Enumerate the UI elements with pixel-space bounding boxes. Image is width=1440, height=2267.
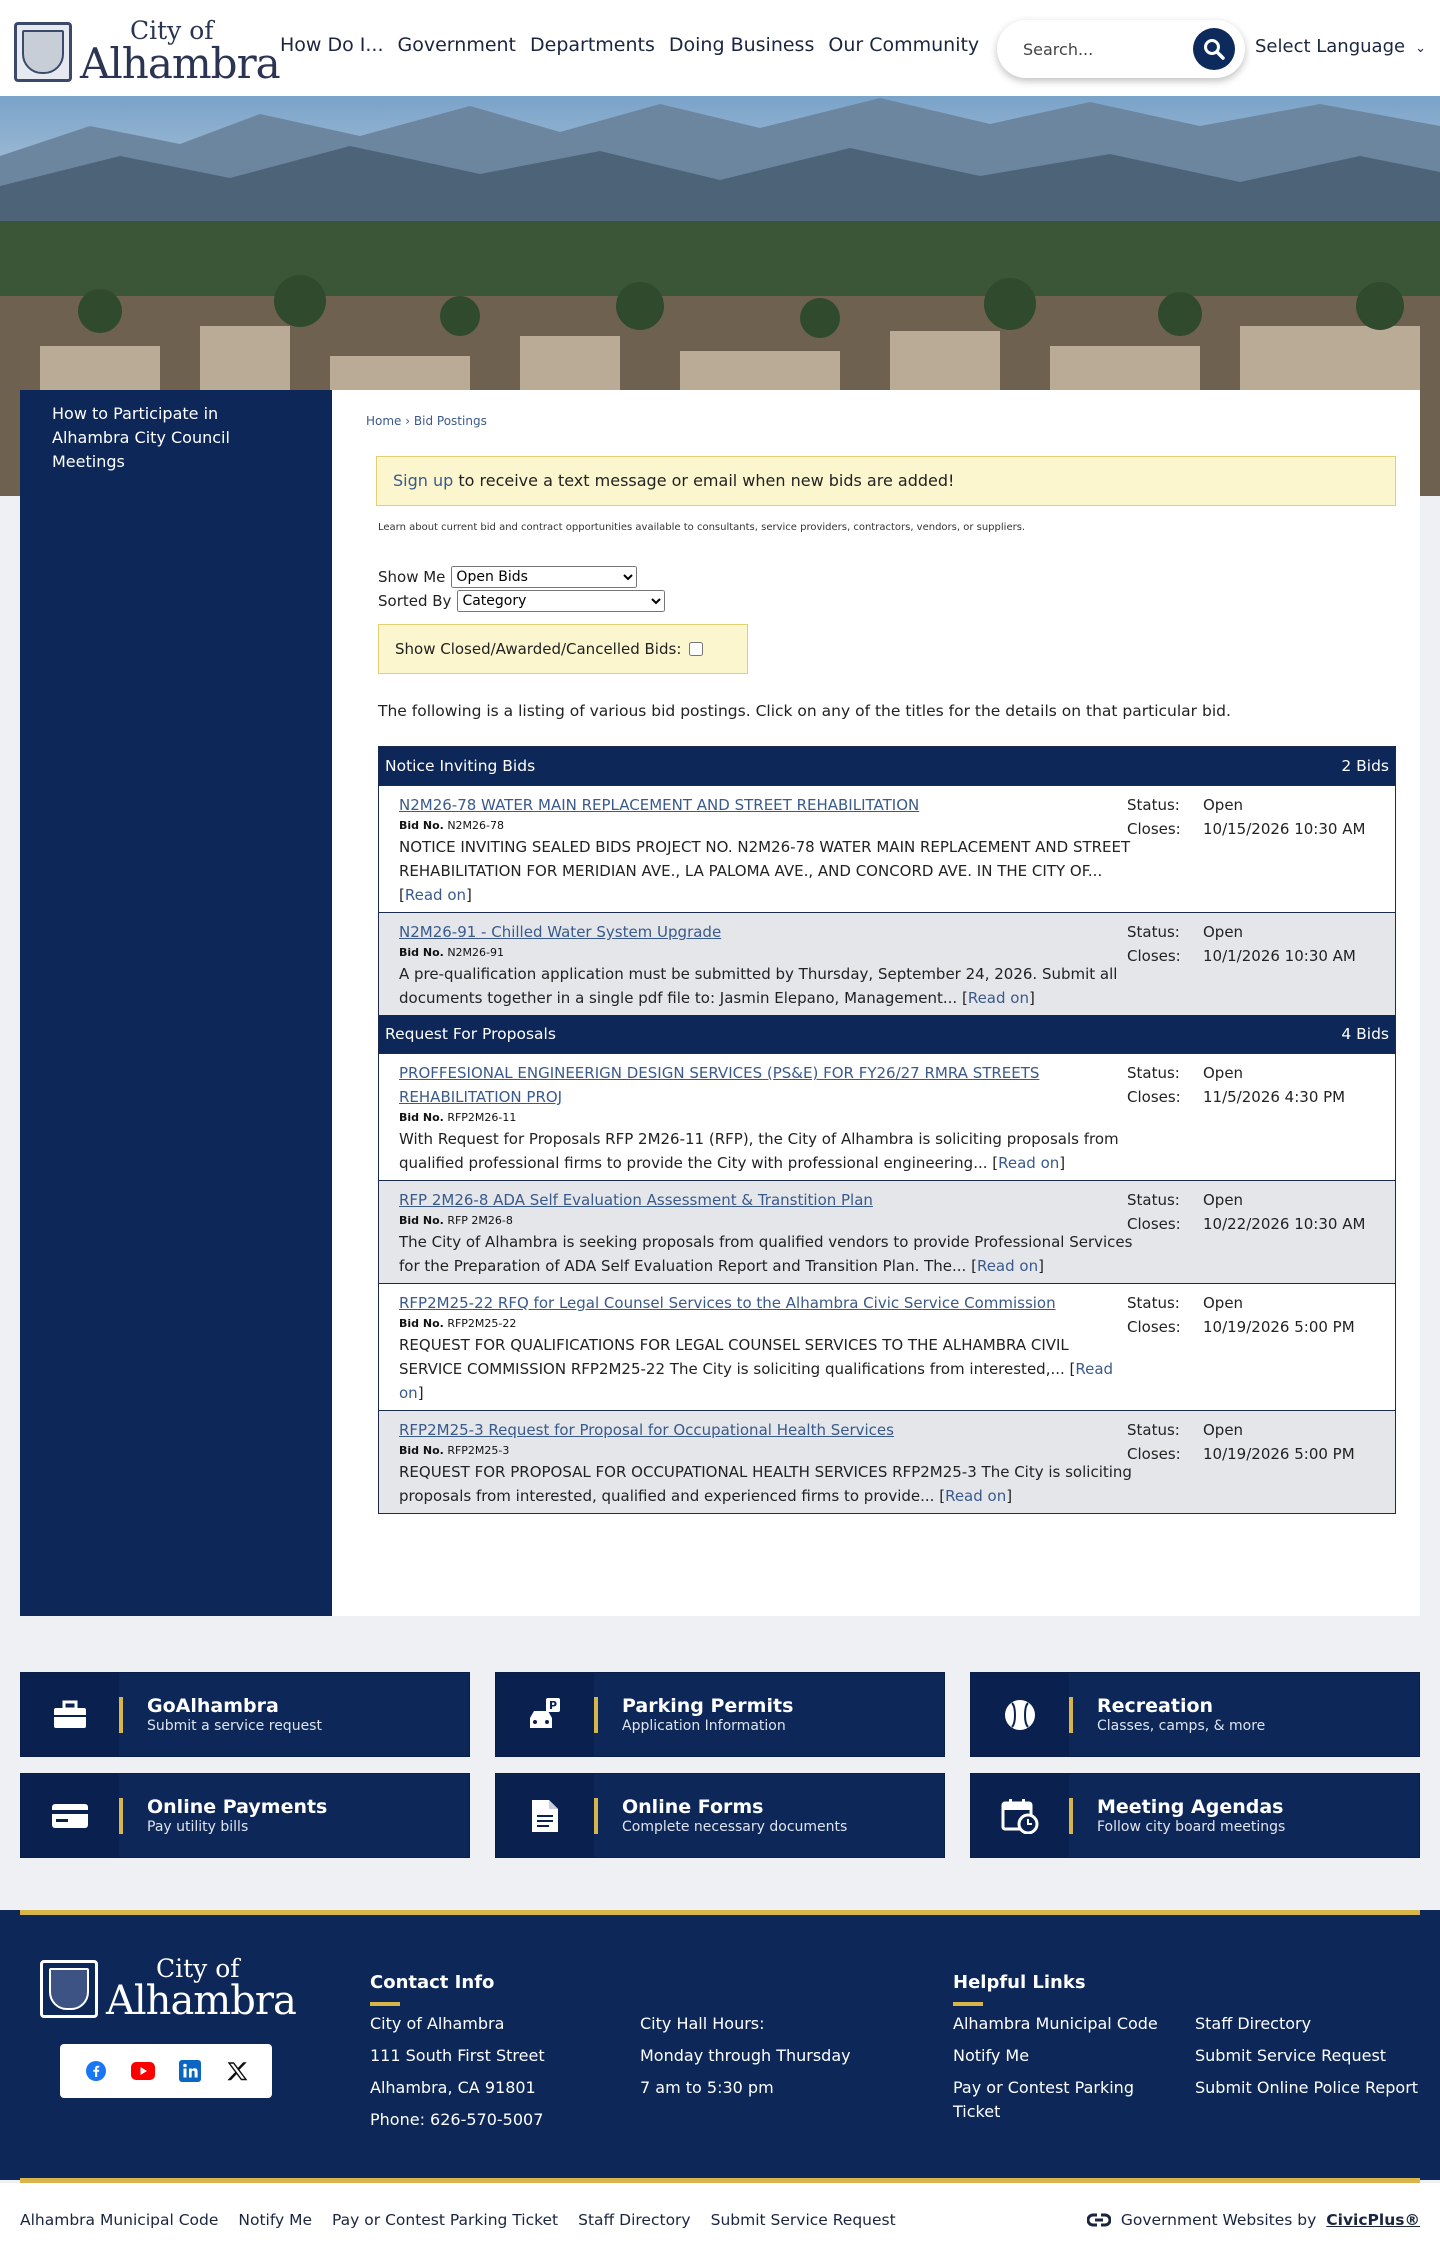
closed-bids-filter bbox=[378, 624, 748, 674]
hours-line: 7 am to 5:30 pm bbox=[640, 2078, 774, 2097]
bid-no-value: RFP2M26-11 bbox=[447, 1111, 517, 1124]
civicplus-credit[interactable] bbox=[1087, 2211, 1420, 2229]
bid-no-value: RFP2M25-22 bbox=[447, 1317, 517, 1330]
bid-title-link[interactable]: N2M26-91 - Chilled Water System Upgrade bbox=[399, 923, 722, 941]
closes-value: 10/1/2026 10:30 AM bbox=[1203, 947, 1356, 965]
closes-value: 10/19/2026 5:00 PM bbox=[1203, 1318, 1355, 1336]
civicplus-icon bbox=[1087, 2213, 1111, 2227]
status-label: Status: bbox=[1127, 796, 1180, 814]
intro-text: Learn about current bid and contract opportunities available to consultants, service providers, contractors, vendors, or suppliers. bbox=[378, 522, 1026, 533]
bid-desc-text: REQUEST FOR QUALIFICATIONS FOR LEGAL COUNSEL SERVICES TO THE ALHAMBRA CIVIL SERVICE COMMISSION RFP2M25-22 The City is soliciting qualifications from interested,... bbox=[399, 1336, 1069, 1378]
signup-notice bbox=[376, 456, 1396, 506]
bottom-links bbox=[20, 2211, 896, 2229]
city-logo[interactable] bbox=[14, 16, 280, 88]
main-nav bbox=[280, 34, 979, 56]
bottom-link-municipal-code[interactable]: Alhambra Municipal Code bbox=[20, 2211, 219, 2229]
language-select[interactable] bbox=[1255, 36, 1426, 57]
bid-number bbox=[399, 1442, 1135, 1460]
status-value: Open bbox=[1203, 1064, 1244, 1082]
tile-subtitle: Pay utility bills bbox=[147, 1818, 249, 1835]
bid-number bbox=[399, 1109, 1135, 1127]
tile-accent-bar bbox=[119, 1798, 123, 1834]
status-value: Open bbox=[1203, 1191, 1244, 1209]
bid-description: REQUEST FOR PROPOSAL FOR OCCUPATIONAL HEALTH SERVICES RFP2M25-3 The City is soliciting proposals from interested, qualified and experienced firms to provide... [Read on] bbox=[399, 1463, 1132, 1505]
tile-title: Online Forms bbox=[622, 1795, 764, 1818]
tile-title: GoAlhambra bbox=[147, 1694, 279, 1717]
category-name: Request For Proposals bbox=[385, 1025, 556, 1043]
tile-goalhambra[interactable] bbox=[20, 1672, 470, 1757]
bid-no-value: N2M26-78 bbox=[447, 819, 504, 832]
bid-row bbox=[379, 1180, 1395, 1283]
bid-status-block bbox=[1127, 793, 1387, 841]
bid-title-link[interactable]: N2M26-78 WATER MAIN REPLACEMENT AND STREET REHABILITATION bbox=[399, 796, 920, 814]
bid-row bbox=[379, 1283, 1395, 1410]
closes-value: 11/5/2026 4:30 PM bbox=[1203, 1088, 1346, 1106]
bid-number bbox=[399, 1315, 1135, 1333]
bid-description: A pre-qualification application must be submitted by Thursday, September 24, 2026. Submit all documents together in a single pdf file to: Jasmin Elepano, Management... [Read on] bbox=[399, 965, 1118, 1007]
category-count: 2 Bids bbox=[1341, 757, 1389, 775]
bid-row bbox=[379, 785, 1395, 912]
tile-accent-bar bbox=[1069, 1798, 1073, 1834]
linkedin-icon[interactable] bbox=[177, 2058, 203, 2084]
bid-row bbox=[379, 1410, 1395, 1513]
tile-subtitle: Application Information bbox=[622, 1717, 786, 1734]
category-header bbox=[379, 747, 1395, 785]
show-me-label: Show Me bbox=[378, 568, 446, 586]
tile-accent-bar bbox=[594, 1697, 598, 1733]
site-header bbox=[0, 0, 1440, 96]
bottom-link-parking-ticket[interactable]: Pay or Contest Parking Ticket bbox=[332, 2211, 559, 2229]
contact-underline bbox=[370, 2002, 400, 2006]
contact-info bbox=[370, 2008, 545, 2136]
contact-phone[interactable]: Phone: 626-570-5007 bbox=[370, 2110, 544, 2129]
bid-title-link[interactable]: RFP2M25-22 RFQ for Legal Counsel Services to the Alhambra Civic Service Commission bbox=[399, 1294, 1056, 1312]
nav-our-community[interactable]: Our Community bbox=[828, 34, 980, 56]
breadcrumb-separator: › bbox=[405, 414, 411, 428]
closed-bids-checkbox[interactable] bbox=[689, 642, 703, 656]
category-count: 4 Bids bbox=[1341, 1025, 1389, 1043]
footer-logo-top: City of bbox=[156, 1954, 240, 1983]
bid-desc-text: REQUEST FOR PROPOSAL FOR OCCUPATIONAL HEALTH SERVICES RFP2M25-3 The City is soliciting proposals from interested, qualified and experienced firms to provide... bbox=[399, 1463, 1132, 1505]
footer-seal-icon bbox=[40, 1960, 98, 2018]
contact-line: 111 South First Street bbox=[370, 2046, 545, 2065]
bid-row bbox=[379, 912, 1395, 1015]
credit-prefix: Government Websites by bbox=[1120, 2211, 1317, 2229]
bid-title-link[interactable]: RFP 2M26-8 ADA Self Evaluation Assessment & Transtition Plan bbox=[399, 1191, 873, 1209]
helpful-col-2 bbox=[1195, 2008, 1418, 2104]
credit-brand[interactable]: CivicPlus® bbox=[1326, 2211, 1420, 2229]
bid-no-label: Bid No. bbox=[399, 1214, 444, 1227]
footer-link-municipal-code[interactable]: Alhambra Municipal Code bbox=[953, 2014, 1158, 2033]
tile-meeting-agendas[interactable] bbox=[970, 1773, 1420, 1858]
status-value: Open bbox=[1203, 796, 1244, 814]
read-on-link[interactable]: Read on bbox=[399, 1360, 1114, 1402]
bid-description: The City of Alhambra is seeking proposals from qualified vendors to provide Professional Services for the Preparation of ADA Self Evaluation Report and Transition Plan. The... [Read on] bbox=[399, 1233, 1133, 1275]
chevron-down-icon: ⌄ bbox=[1415, 41, 1426, 56]
bid-no-value: RFP2M25-3 bbox=[447, 1444, 510, 1457]
status-value: Open bbox=[1203, 923, 1244, 941]
tile-recreation[interactable] bbox=[970, 1672, 1420, 1757]
status-value: Open bbox=[1203, 1294, 1244, 1312]
bottom-bar bbox=[0, 2183, 1440, 2267]
youtube-icon[interactable] bbox=[130, 2058, 156, 2084]
footer-logo-main: Alhambra bbox=[106, 1978, 296, 2024]
show-me-row bbox=[378, 566, 637, 588]
signup-text: to receive a text message or email when new bids are added! bbox=[458, 471, 955, 490]
bid-no-label: Bid No. bbox=[399, 819, 444, 832]
status-label: Status: bbox=[1127, 923, 1180, 941]
main-content bbox=[332, 390, 1420, 1616]
contact-line: City of Alhambra bbox=[370, 2014, 505, 2033]
read-on-link[interactable]: Read on bbox=[404, 886, 467, 904]
bid-desc-text: NOTICE INVITING SEALED BIDS PROJECT NO. N2M26-78 WATER MAIN REPLACEMENT AND STREET REHABILITATION FOR MERIDIAN AVE., LA PALOMA AVE., AND CONCORD AVE. IN THE CITY OF... bbox=[399, 838, 1131, 880]
nav-how-do-i[interactable]: How Do I... bbox=[280, 34, 384, 56]
nav-government[interactable]: Government bbox=[397, 34, 517, 56]
bid-title-link[interactable]: RFP2M25-3 Request for Proposal for Occupational Health Services bbox=[399, 1421, 894, 1439]
bid-description: NOTICE INVITING SEALED BIDS PROJECT NO. N2M26-78 WATER MAIN REPLACEMENT AND STREET REHABILITATION FOR MERIDIAN AVE., LA PALOMA AVE., AND CONCORD AVE. IN THE CITY OF... [Read on] bbox=[399, 838, 1131, 904]
status-label: Status: bbox=[1127, 1191, 1180, 1209]
breadcrumb bbox=[366, 414, 487, 428]
closes-value: 10/15/2026 10:30 AM bbox=[1203, 820, 1366, 838]
status-value: Open bbox=[1203, 1421, 1244, 1439]
x-icon[interactable] bbox=[224, 2058, 250, 2084]
read-on-link[interactable]: Read on bbox=[976, 1257, 1039, 1275]
status-label: Status: bbox=[1127, 1294, 1180, 1312]
contact-heading: Contact Info bbox=[370, 1972, 495, 1993]
credit-card-icon bbox=[21, 1774, 119, 1857]
bid-number bbox=[399, 1212, 1135, 1230]
footer-logo[interactable] bbox=[40, 1954, 296, 2024]
bid-description: With Request for Proposals RFP 2M26-11 (RFP), the City of Alhambra is soliciting proposals from qualified professional firms to provide the City with professional engineering... [Read on] bbox=[399, 1130, 1119, 1172]
baseball-icon bbox=[971, 1673, 1069, 1756]
bottom-link-staff-directory[interactable]: Staff Directory bbox=[578, 2211, 691, 2229]
bid-no-label: Bid No. bbox=[399, 1111, 444, 1124]
closes-value: 10/19/2026 5:00 PM bbox=[1203, 1445, 1355, 1463]
svg-text:P: P bbox=[548, 1698, 558, 1712]
logo-top-text: City of bbox=[130, 16, 214, 45]
tile-subtitle: Follow city board meetings bbox=[1097, 1818, 1286, 1835]
signup-link[interactable]: Sign up bbox=[393, 471, 454, 490]
social-links bbox=[60, 2044, 272, 2098]
hours-line: Monday through Thursday bbox=[640, 2046, 851, 2065]
logo-main-text: Alhambra bbox=[80, 39, 280, 88]
nav-doing-business[interactable]: Doing Business bbox=[668, 34, 815, 56]
footer-divider bbox=[20, 1910, 1420, 1915]
tile-accent-bar bbox=[1069, 1697, 1073, 1733]
bottom-link-notify-me[interactable]: Notify Me bbox=[238, 2211, 313, 2229]
bid-status-block bbox=[1127, 1291, 1387, 1339]
footer-link-parking-ticket[interactable]: Pay or Contest Parking Ticket bbox=[953, 2078, 1134, 2121]
bid-status-block bbox=[1127, 1061, 1387, 1109]
tile-title: Parking Permits bbox=[622, 1694, 794, 1717]
toolbox-icon bbox=[21, 1673, 119, 1756]
facebook-icon[interactable] bbox=[83, 2058, 109, 2084]
tile-accent-bar bbox=[119, 1697, 123, 1733]
footer-link-police-report[interactable]: Submit Online Police Report bbox=[1195, 2078, 1419, 2097]
tile-parking-permits[interactable] bbox=[495, 1672, 945, 1757]
city-seal-icon bbox=[14, 22, 72, 82]
bid-status-block bbox=[1127, 1188, 1387, 1236]
bid-row bbox=[379, 1053, 1395, 1180]
tile-online-forms[interactable] bbox=[495, 1773, 945, 1858]
read-on-link[interactable]: Read on bbox=[998, 1154, 1060, 1172]
bid-title-link[interactable]: PROFFESIONAL ENGINEERIGN DESIGN SERVICES (PS&E) FOR FY26/27 RMRA STREETS REHABILITATION PROJ bbox=[399, 1064, 1040, 1106]
sorted-by-row bbox=[378, 590, 665, 612]
calendar-clock-icon bbox=[971, 1774, 1069, 1857]
tile-subtitle: Submit a service request bbox=[147, 1717, 322, 1734]
bid-no-value: N2M26-91 bbox=[447, 946, 504, 959]
search-box bbox=[997, 20, 1245, 78]
bid-number bbox=[399, 817, 1135, 835]
tile-title: Online Payments bbox=[147, 1795, 328, 1818]
sidebar-item-council-meetings[interactable]: How to Participate in Alhambra City Council Meetings bbox=[52, 404, 230, 471]
closes-label: Closes: bbox=[1127, 1215, 1181, 1233]
footer-link-staff-directory[interactable]: Staff Directory bbox=[1195, 2014, 1312, 2033]
sorted-by-select[interactable] bbox=[457, 590, 665, 612]
closes-label: Closes: bbox=[1127, 1318, 1181, 1336]
bid-desc-text: The City of Alhambra is seeking proposals from qualified vendors to provide Professional Services for the Preparation of ADA Self Evaluation Report and Transition Plan. The... bbox=[399, 1233, 1133, 1275]
bid-desc-text: With Request for Proposals RFP 2M26-11 (RFP), the City of Alhambra is soliciting proposals from qualified professional firms to provide the City with professional engineering... bbox=[399, 1130, 1119, 1172]
status-label: Status: bbox=[1127, 1421, 1180, 1439]
tile-title: Meeting Agendas bbox=[1097, 1795, 1284, 1818]
hours-info bbox=[640, 2008, 851, 2104]
breadcrumb-home[interactable]: Home bbox=[366, 414, 402, 428]
search-icon bbox=[1203, 38, 1225, 60]
sidebar bbox=[20, 390, 332, 1616]
status-label: Status: bbox=[1127, 1064, 1180, 1082]
breadcrumb-current[interactable]: Bid Postings bbox=[413, 414, 487, 428]
closes-label: Closes: bbox=[1127, 1088, 1181, 1106]
footer-link-service-request[interactable]: Submit Service Request bbox=[1195, 2046, 1387, 2065]
bid-no-value: RFP 2M26-8 bbox=[447, 1214, 513, 1227]
read-on-link[interactable]: Read on bbox=[967, 989, 1029, 1007]
bid-description: REQUEST FOR QUALIFICATIONS FOR LEGAL COUNSEL SERVICES TO THE ALHAMBRA CIVIL SERVICE COMMISSION RFP2M25-22 The City is soliciting qualifications from interested,... [Read on] bbox=[399, 1336, 1114, 1402]
nav-departments[interactable]: Departments bbox=[530, 34, 655, 56]
tile-subtitle: Classes, camps, & more bbox=[1097, 1717, 1266, 1734]
bid-desc-text: A pre-qualification application must be submitted by Thursday, September 24, 2026. Submit all documents together in a single pdf file to: Jasmin Elepano, Management... bbox=[399, 965, 1118, 1007]
search-input[interactable] bbox=[1023, 40, 1183, 59]
tile-accent-bar bbox=[594, 1798, 598, 1834]
category-name: Notice Inviting Bids bbox=[385, 757, 536, 775]
category-header bbox=[379, 1015, 1395, 1053]
read-on-link[interactable]: Read on bbox=[945, 1487, 1007, 1505]
closes-label: Closes: bbox=[1127, 1445, 1181, 1463]
footer-link-notify-me[interactable]: Notify Me bbox=[953, 2046, 1030, 2065]
bids-table bbox=[378, 746, 1396, 1514]
bid-status-block bbox=[1127, 920, 1387, 968]
listing-text: The following is a listing of various bid postings. Click on any of the titles for the details on that particular bid. bbox=[378, 702, 1231, 720]
hours-line: City Hall Hours: bbox=[640, 2014, 765, 2033]
helpful-heading: Helpful Links bbox=[953, 1972, 1086, 1993]
sorted-by-label: Sorted By bbox=[378, 592, 452, 610]
tile-online-payments[interactable] bbox=[20, 1773, 470, 1858]
show-me-select[interactable] bbox=[451, 566, 637, 588]
closes-label: Closes: bbox=[1127, 820, 1181, 838]
bid-no-label: Bid No. bbox=[399, 1317, 444, 1330]
search-button[interactable] bbox=[1193, 28, 1235, 70]
tile-subtitle: Complete necessary documents bbox=[622, 1818, 848, 1835]
car-parking-icon bbox=[496, 1673, 594, 1756]
closed-bids-label: Show Closed/Awarded/Cancelled Bids: bbox=[395, 640, 682, 658]
tile-title: Recreation bbox=[1097, 1694, 1214, 1717]
language-label: Select Language bbox=[1255, 36, 1406, 57]
bottom-link-service-request[interactable]: Submit Service Request bbox=[710, 2211, 896, 2229]
closes-label: Closes: bbox=[1127, 947, 1181, 965]
document-icon bbox=[496, 1774, 594, 1857]
site-footer bbox=[0, 1910, 1440, 2180]
helpful-underline bbox=[953, 2002, 983, 2006]
closes-value: 10/22/2026 10:30 AM bbox=[1203, 1215, 1366, 1233]
bid-number bbox=[399, 944, 1135, 962]
bid-status-block bbox=[1127, 1418, 1387, 1466]
bid-no-label: Bid No. bbox=[399, 946, 444, 959]
contact-line: Alhambra, CA 91801 bbox=[370, 2078, 536, 2097]
helpful-col-1 bbox=[953, 2008, 1163, 2124]
bid-no-label: Bid No. bbox=[399, 1444, 444, 1457]
